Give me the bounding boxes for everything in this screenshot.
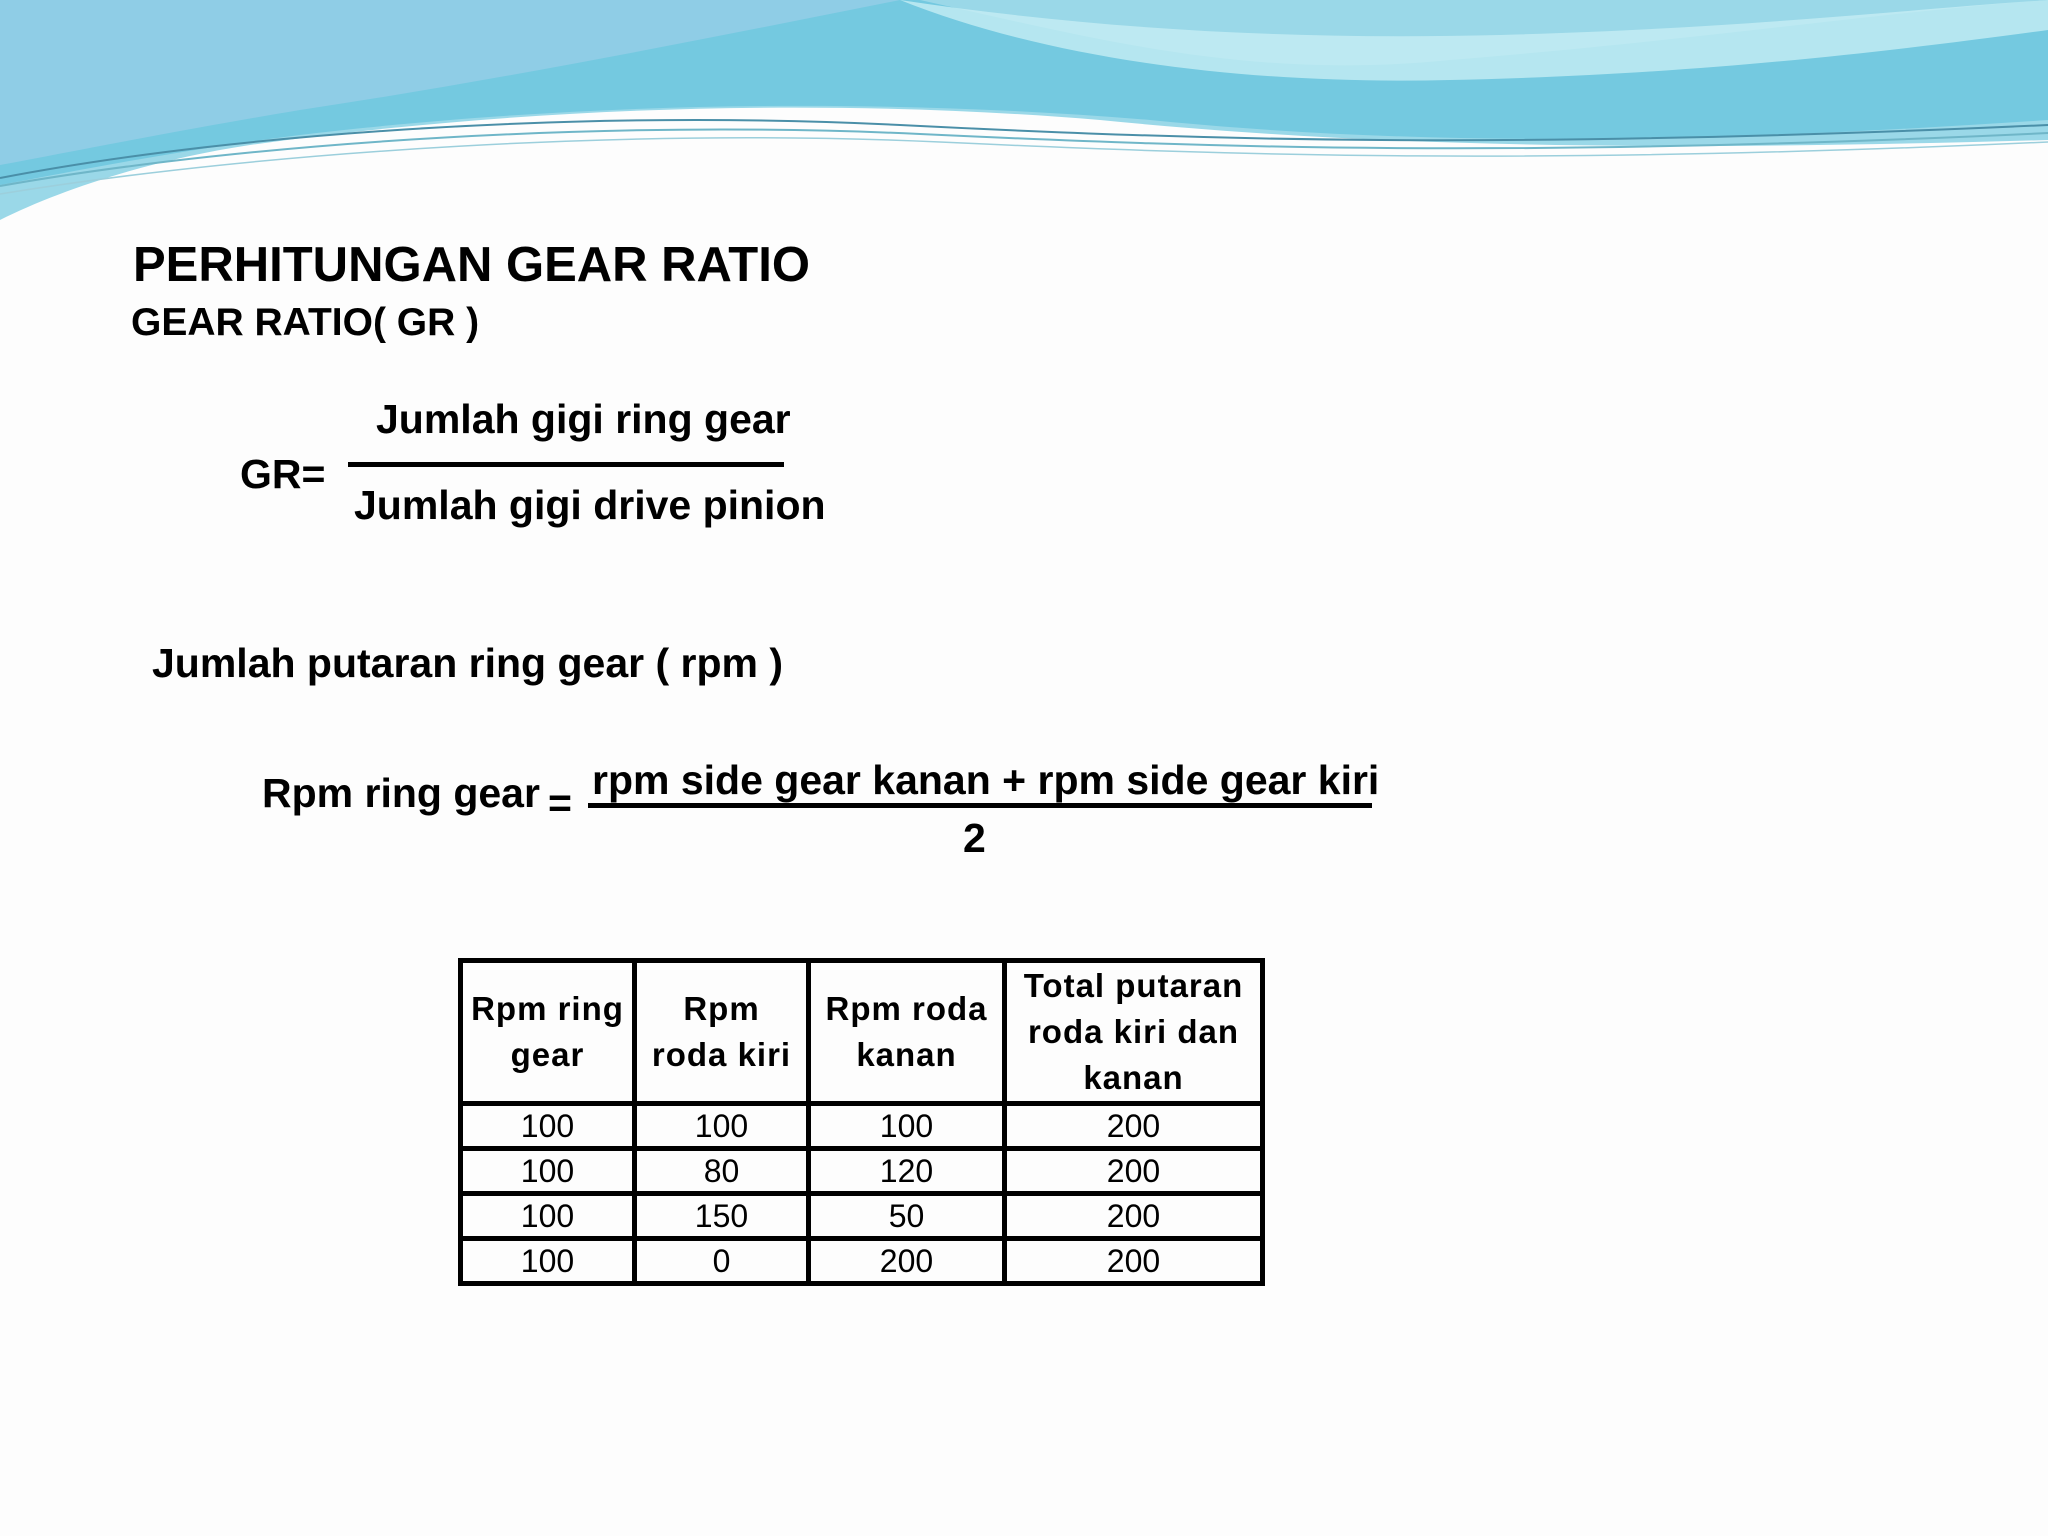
section-heading-rpm: Jumlah putaran ring gear ( rpm ) — [152, 640, 784, 686]
table-cell: 100 — [635, 1104, 809, 1149]
gr-denominator: Jumlah gigi drive pinion — [354, 482, 826, 528]
header-line: Rpm roda — [825, 990, 988, 1027]
table-cell: 200 — [1005, 1239, 1263, 1284]
header-line: kanan — [856, 1036, 957, 1073]
header-rpm-roda-kiri — [635, 961, 809, 1104]
table-cell: 200 — [1005, 1149, 1263, 1194]
table-cell: 100 — [461, 1104, 635, 1149]
header-rpm-ring-gear — [461, 961, 635, 1104]
header-rpm-roda-kanan — [809, 961, 1005, 1104]
slide-title: PERHITUNGAN GEAR RATIO — [133, 238, 810, 292]
header-line: Rpm ring — [471, 990, 624, 1027]
table-cell: 200 — [1005, 1104, 1263, 1149]
table-row — [461, 1194, 1263, 1239]
header-line: Rpm — [683, 990, 760, 1027]
slide-subtitle: GEAR RATIO( GR ) — [131, 301, 480, 344]
rpm-label: Rpm ring gear — [262, 770, 540, 816]
table-cell: 100 — [809, 1104, 1005, 1149]
header-wave-decoration — [0, 0, 2048, 240]
table-cell: 80 — [635, 1149, 809, 1194]
rpm-table — [458, 958, 1265, 1286]
gr-numerator: Jumlah gigi ring gear — [376, 396, 791, 442]
gr-label: GR= — [240, 451, 326, 497]
rpm-equals-sign: = — [548, 780, 572, 826]
table-row — [461, 1239, 1263, 1284]
rpm-numerator: rpm side gear kanan + rpm side gear kiri — [592, 757, 1380, 803]
table-row — [461, 1104, 1263, 1149]
table-cell: 100 — [461, 1149, 635, 1194]
rpm-denominator: 2 — [963, 815, 986, 861]
table-cell: 120 — [809, 1149, 1005, 1194]
header-line: roda kiri dan — [1027, 1013, 1240, 1050]
table-cell: 50 — [809, 1194, 1005, 1239]
header-line: gear — [510, 1036, 585, 1073]
header-total-putaran — [1005, 961, 1263, 1104]
rpm-fraction-line — [588, 803, 1372, 808]
table-cell: 100 — [461, 1239, 635, 1284]
gr-fraction-line — [348, 462, 784, 467]
table-cell: 0 — [635, 1239, 809, 1284]
header-line: Total putaran — [1023, 967, 1244, 1004]
table-cell: 200 — [809, 1239, 1005, 1284]
table-cell: 100 — [461, 1194, 635, 1239]
table-header-row — [461, 961, 1263, 1104]
header-line: roda kiri — [651, 1036, 792, 1073]
table-row — [461, 1149, 1263, 1194]
table-cell: 200 — [1005, 1194, 1263, 1239]
header-line: kanan — [1083, 1059, 1184, 1096]
table-cell: 150 — [635, 1194, 809, 1239]
